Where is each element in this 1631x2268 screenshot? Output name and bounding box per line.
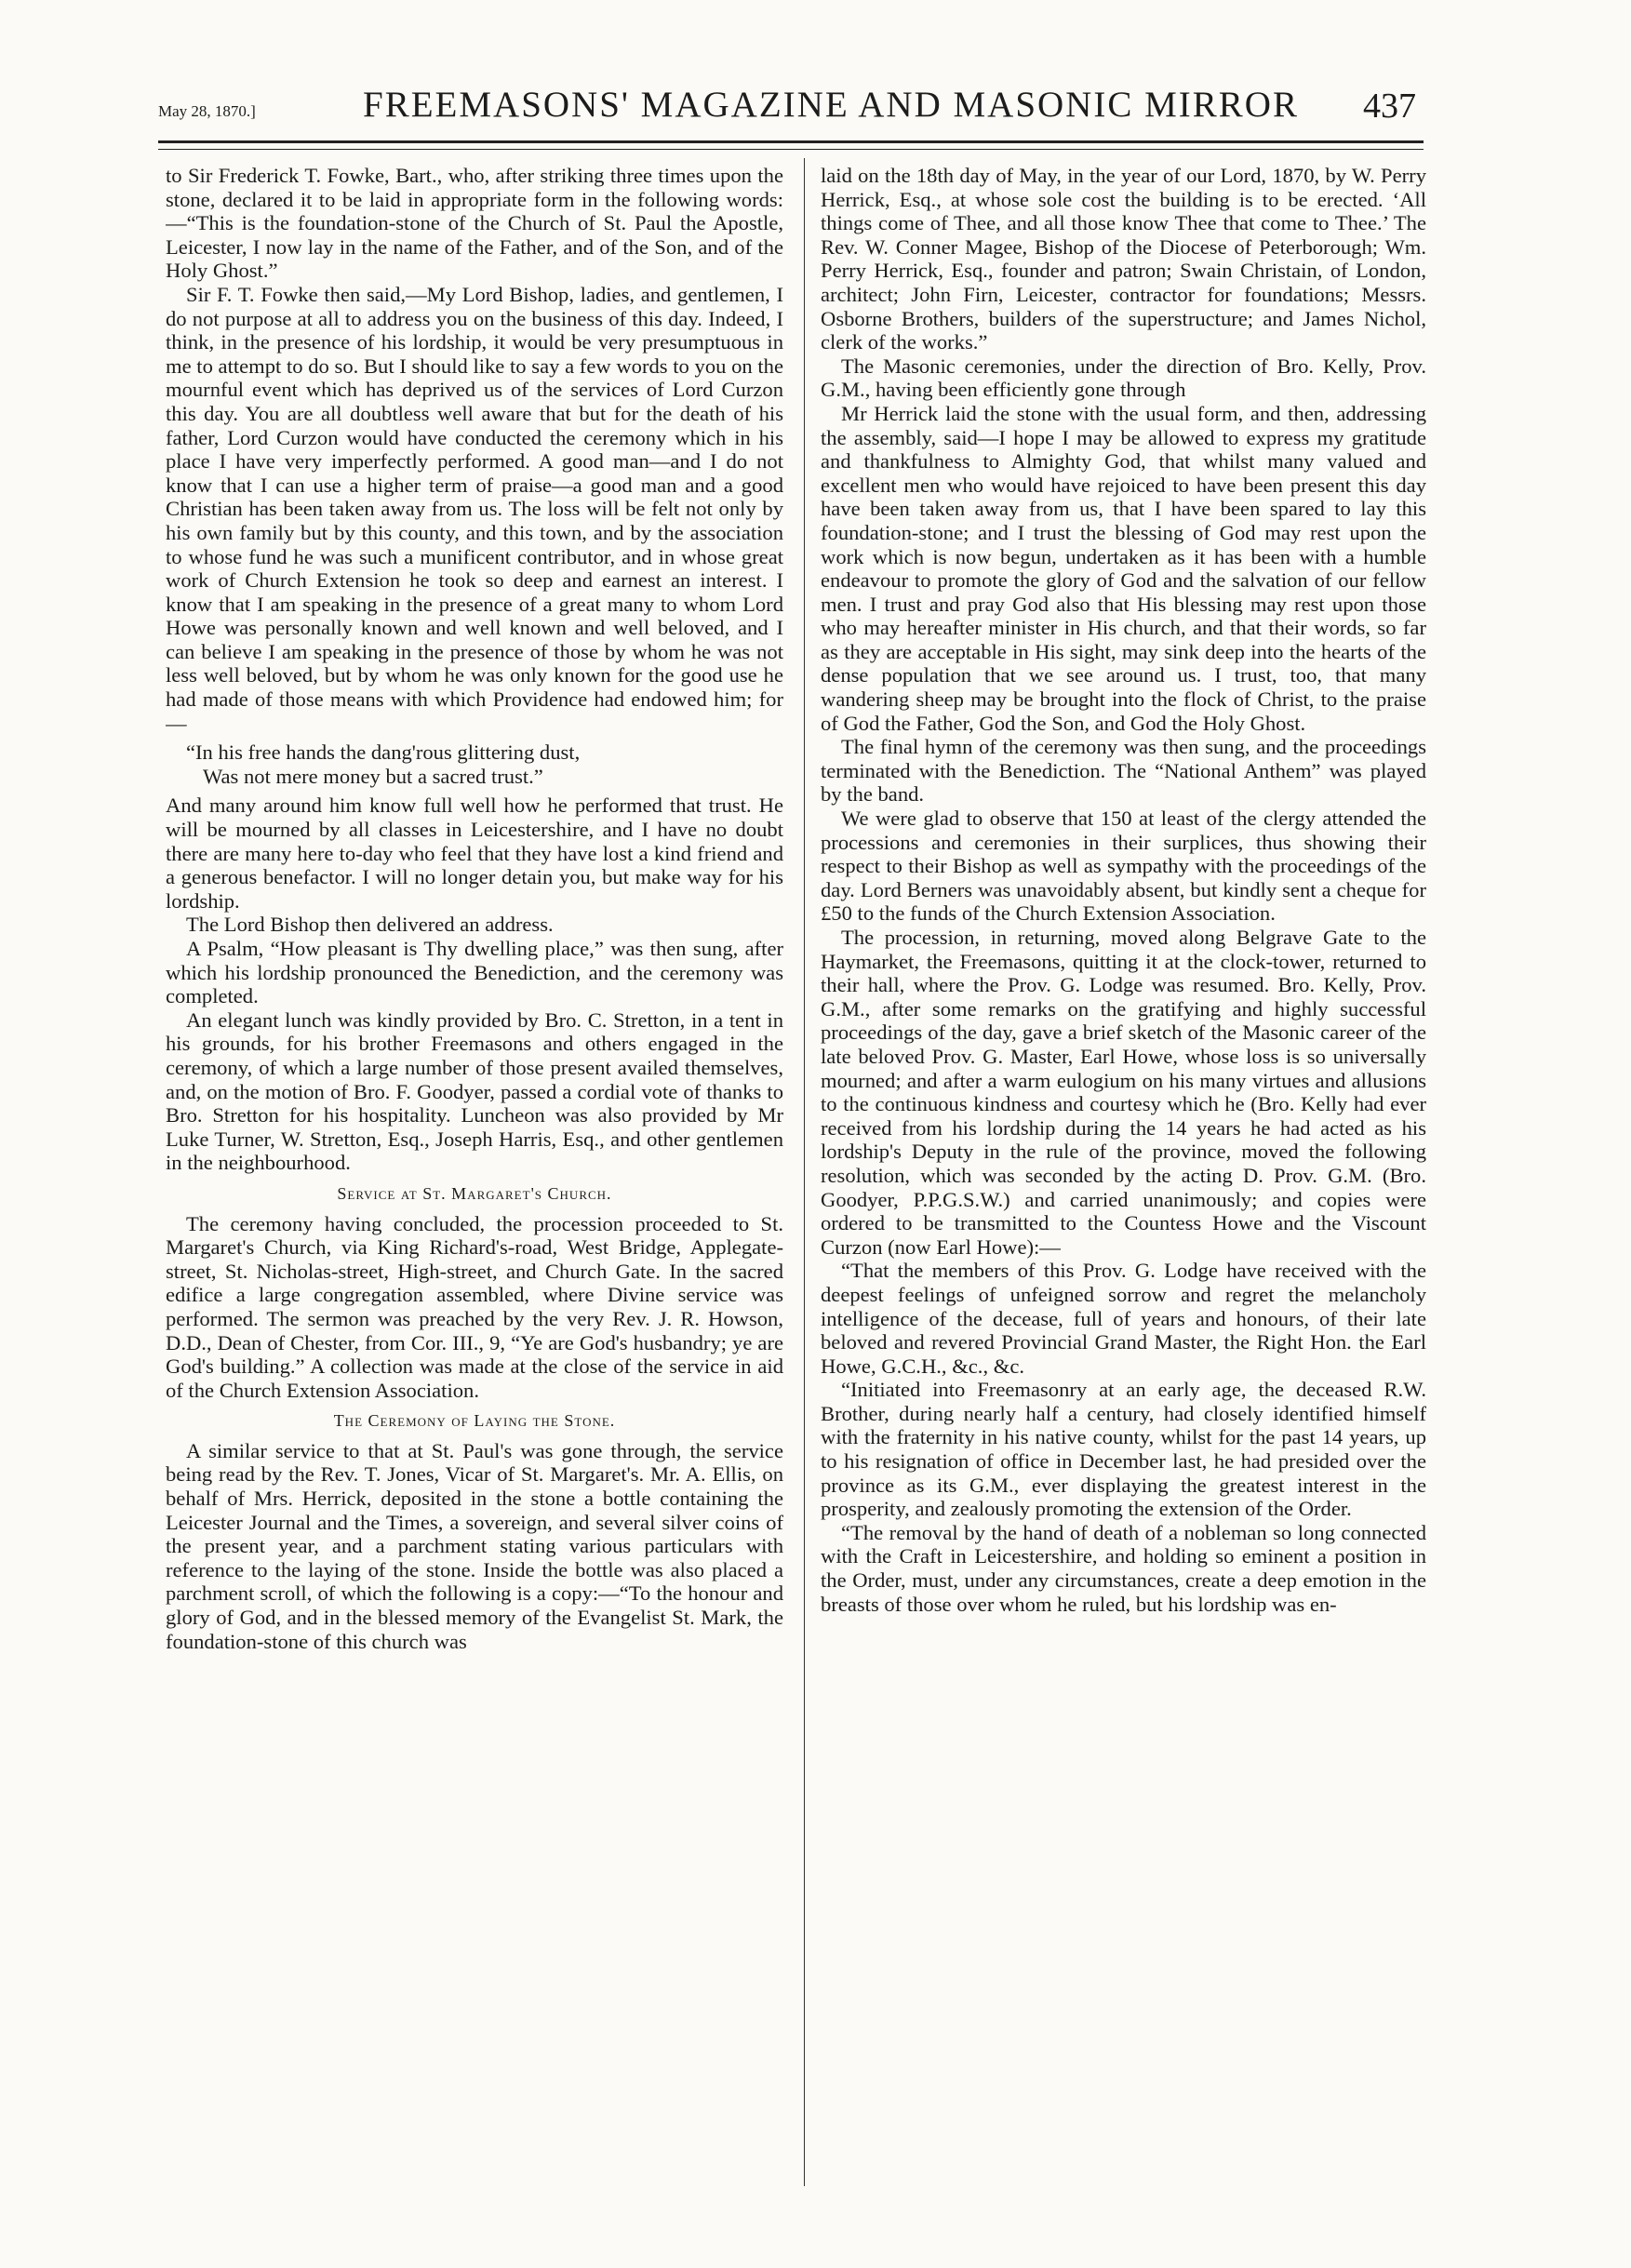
paragraph: “Initiated into Freemasonry at an early age, the deceased R.W. Brother, during nearly half a century, had closely identified himself with the fraternity in his native county, whilst for the past 14 years, up to his resignation of office in December last, he had presided over the province as its G.M., ever displaying the greatest interest in the prosperity, and zealously promoting the extension of the Order. bbox=[821, 1378, 1426, 1521]
verse-line: Was not mere money but a sacred trust.” bbox=[203, 764, 543, 788]
paragraph: The procession, in returning, moved along Belgrave Gate to the Haymarket, the Freemasons, quitting it at the clock-tower, returned to their hall, where the Prov. G. Lodge was resumed. Bro. Kelly, Prov. G.M., after some remarks on the gratifying and highly successful proceedings of the day, gave a brief sketch of the Masonic career of the late beloved Prov. G. Master, Earl Howe, whose loss is so universally mourned; and after a warm eulogium on his many virtues and allusions to the continuous kindness and courtesy which he (Bro. Kelly had ever received from his lordship during the 14 years he had acted as his lordship's Deputy in the rule of the province, moved the following resolution, which was seconded by the acting D. Prov. G.M. (Bro. Goodyer, P.P.G.S.W.) and carried unanimously; and copies were ordered to be transmitted to the Countess Howe and the Viscount Curzon (now Earl Howe):— bbox=[821, 926, 1426, 1259]
paragraph: laid on the 18th day of May, in the year of our Lord, 1870, by W. Perry Herrick, Esq., at whose sole cost the building is to be erected. ‘All things come of Thee, and all those know Thee that come to Thee.’ The Rev. W. Conner Magee, Bishop of the Diocese of Peterborough; Wm. Perry Herrick, Esq., founder and patron; Swain Christain, of London, architect; John Firn, Leicester, contractor for foundations; Messrs. Osborne Brothers, builders of the superstructure; and James Nichol, clerk of the works.” bbox=[821, 164, 1426, 354]
verse-quote bbox=[186, 740, 783, 788]
verse-line: “In his free hands the dang'rous glittering dust, bbox=[186, 740, 581, 765]
header-rule-thin bbox=[158, 149, 1424, 150]
right-column bbox=[821, 164, 1426, 2210]
left-column bbox=[166, 164, 783, 2210]
section-heading: Service at St. Margaret's Church. bbox=[337, 1183, 612, 1203]
paragraph: We were glad to observe that 150 at least of the clergy attended the processions and ceremonies in their surplices, thus showing their respect to their Bishop as well as sympathy with the proceedings of the day. Lord Berners was unavoidably absent, but kindly sent a cheque for £50 to the funds of the Church Extension Association. bbox=[821, 807, 1426, 926]
paragraph: And many around him know full well how he performed that trust. He will be mourned by all classes in Leicestershire, and I have no doubt there are many here to-day who feel that they have lost a kind friend and a generous benefactor. I will no longer detain you, but make way for his lordship. bbox=[166, 794, 783, 913]
paragraph: Mr Herrick laid the stone with the usual form, and then, addressing the assembly, said—I hope I may be allowed to express my gratitude and thankfulness to Almighty God, that whilst many valued and excellent men who would have rejoiced to have been present this day have been taken away from us, that I have been spared to lay this foundation-stone; and I trust the blessing of God may rest upon the work which is now begun, undertaken as it has been with a humble endeavour to promote the glory of God and the salvation of our fellow men. I trust and pray God also that His blessing may rest upon those who may hereafter minister in His church, and that their words, so far as they are acceptable in His sight, may sink deep into the hearts of the dense population that we see around us. I trust, too, that many wandering sheep may be brought into the flock of Christ, to the praise of God the Father, God the Son, and God the Holy Ghost. bbox=[821, 401, 1426, 735]
paragraph: The Masonic ceremonies, under the direction of Bro. Kelly, Prov. G.M., having been efficiently gone through bbox=[821, 354, 1426, 402]
issue-date: May 28, 1870.] bbox=[158, 102, 256, 120]
paragraph: The Lord Bishop then delivered an address. bbox=[186, 913, 554, 937]
page-number: 437 bbox=[1363, 87, 1416, 126]
paragraph: “That the members of this Prov. G. Lodge have received with the deepest feelings of unfeigned sorrow and regret the melancholy intelligence of the decease, full of years and honours, of their late beloved and revered Provincial Grand Master, the Right Hon. the Earl Howe, G.C.H., &c., &c. bbox=[821, 1259, 1426, 1378]
paragraph: The ceremony having concluded, the procession proceeded to St. Margaret's Church, via King Richard's-road, West Bridge, Applegate-street, St. Nicholas-street, High-street, and Church Gate. In the sacred edifice a large congregation assembled, where Divine service was performed. The sermon was preached by the very Rev. J. R. Howson, D.D., Dean of Chester, from Cor. III., 9, “Ye are God's husbandry; ye are God's building.” A collection was made at the close of the service in aid of the Church Extension Association. bbox=[166, 1211, 783, 1402]
page-header bbox=[158, 78, 1424, 134]
masthead-title: FREEMASONS' MAGAZINE AND MASONIC MIRROR bbox=[363, 85, 1299, 125]
column-divider bbox=[804, 158, 805, 2186]
paragraph: Sir F. T. Fowke then said,—My Lord Bishop, ladies, and gentlemen, I do not purpose at all to address you on the business of this day. Indeed, I think, in the presence of his lordship, it would be very presumptuous in me to attempt to do so. But I should like to say a few words to you on the mournful event which has deprived us of the services of Lord Curzon this day. You are all doubtless well aware that but for the death of his father, Lord Curzon would have conducted the ceremony which in his place I have very imperfectly performed. A good man—and I do not know that I can use a higher term of praise—a good man and a good Christian has been taken away from us. The loss will be felt not only by his own family but by this county, and this town, and by the association to whose fund he was such a munificent contributor, and in whose great work of Church Extension he took so deep and earnest an interest. I know that I am speaking in the presence of a great many to whom Lord Howe was personally known and well known and well beloved, and I can believe I am speaking in the presence of those by whom he was not less well beloved, but by whom he was only known for the good use he had made of those means with which Providence had endowed him; for— bbox=[166, 282, 783, 735]
paragraph: A Psalm, “How pleasant is Thy dwelling place,” was then sung, after which his lordship pronounced the Benediction, and the ceremony was completed. bbox=[166, 937, 783, 1008]
paragraph: to Sir Frederick T. Fowke, Bart., who, after striking three times upon the stone, declared it to be laid in appropriate form in the following words:—“This is the foundation-stone of the Church of St. Paul the Apostle, Leicester, I now lay in the name of the Father, and of the Son, and of the Holy Ghost.” bbox=[166, 164, 783, 283]
paragraph: A similar service to that at St. Paul's was gone through, the service being read by the Rev. T. Jones, Vicar of St. Margaret's. Mr. A. Ellis, on behalf of Mrs. Herrick, deposited in the stone a bottle containing the Leicester Journal and the Times, a sovereign, and several silver coins of the present year, and a parchment stating various particulars with reference to the laying of the stone. Inside the bottle was also placed a parchment scroll, of which the following is a copy:—“To the honour and glory of God, and in the blessed memory of the Evangelist St. Mark, the foundation-stone of this church was bbox=[166, 1438, 783, 1653]
paragraph: “The removal by the hand of death of a nobleman so long connected with the Craft in Leicestershire, and holding so eminent a position in the Order, must, under any circumstances, create a deep emotion in the breasts of those over whom he ruled, but his lordship was en- bbox=[821, 1520, 1426, 1616]
header-rule-thick bbox=[158, 140, 1424, 143]
section-heading: The Ceremony of Laying the Stone. bbox=[333, 1411, 616, 1431]
paragraph: The final hymn of the ceremony was then sung, and the proceedings terminated with the Benediction. The “National Anthem” was played by the band. bbox=[821, 735, 1426, 807]
paragraph: An elegant lunch was kindly provided by Bro. C. Stretton, in a tent in his grounds, for his brother Freemasons and others engaged in the ceremony, of which a large number of those present availed themselves, and, on the motion of Bro. F. Goodyer, passed a cordial vote of thanks to Bro. Stretton for his hospitality. Luncheon was also provided by Mr Luke Turner, W. Stretton, Esq., Joseph Harris, Esq., and other gentlemen in the neighbourhood. bbox=[166, 1007, 783, 1175]
